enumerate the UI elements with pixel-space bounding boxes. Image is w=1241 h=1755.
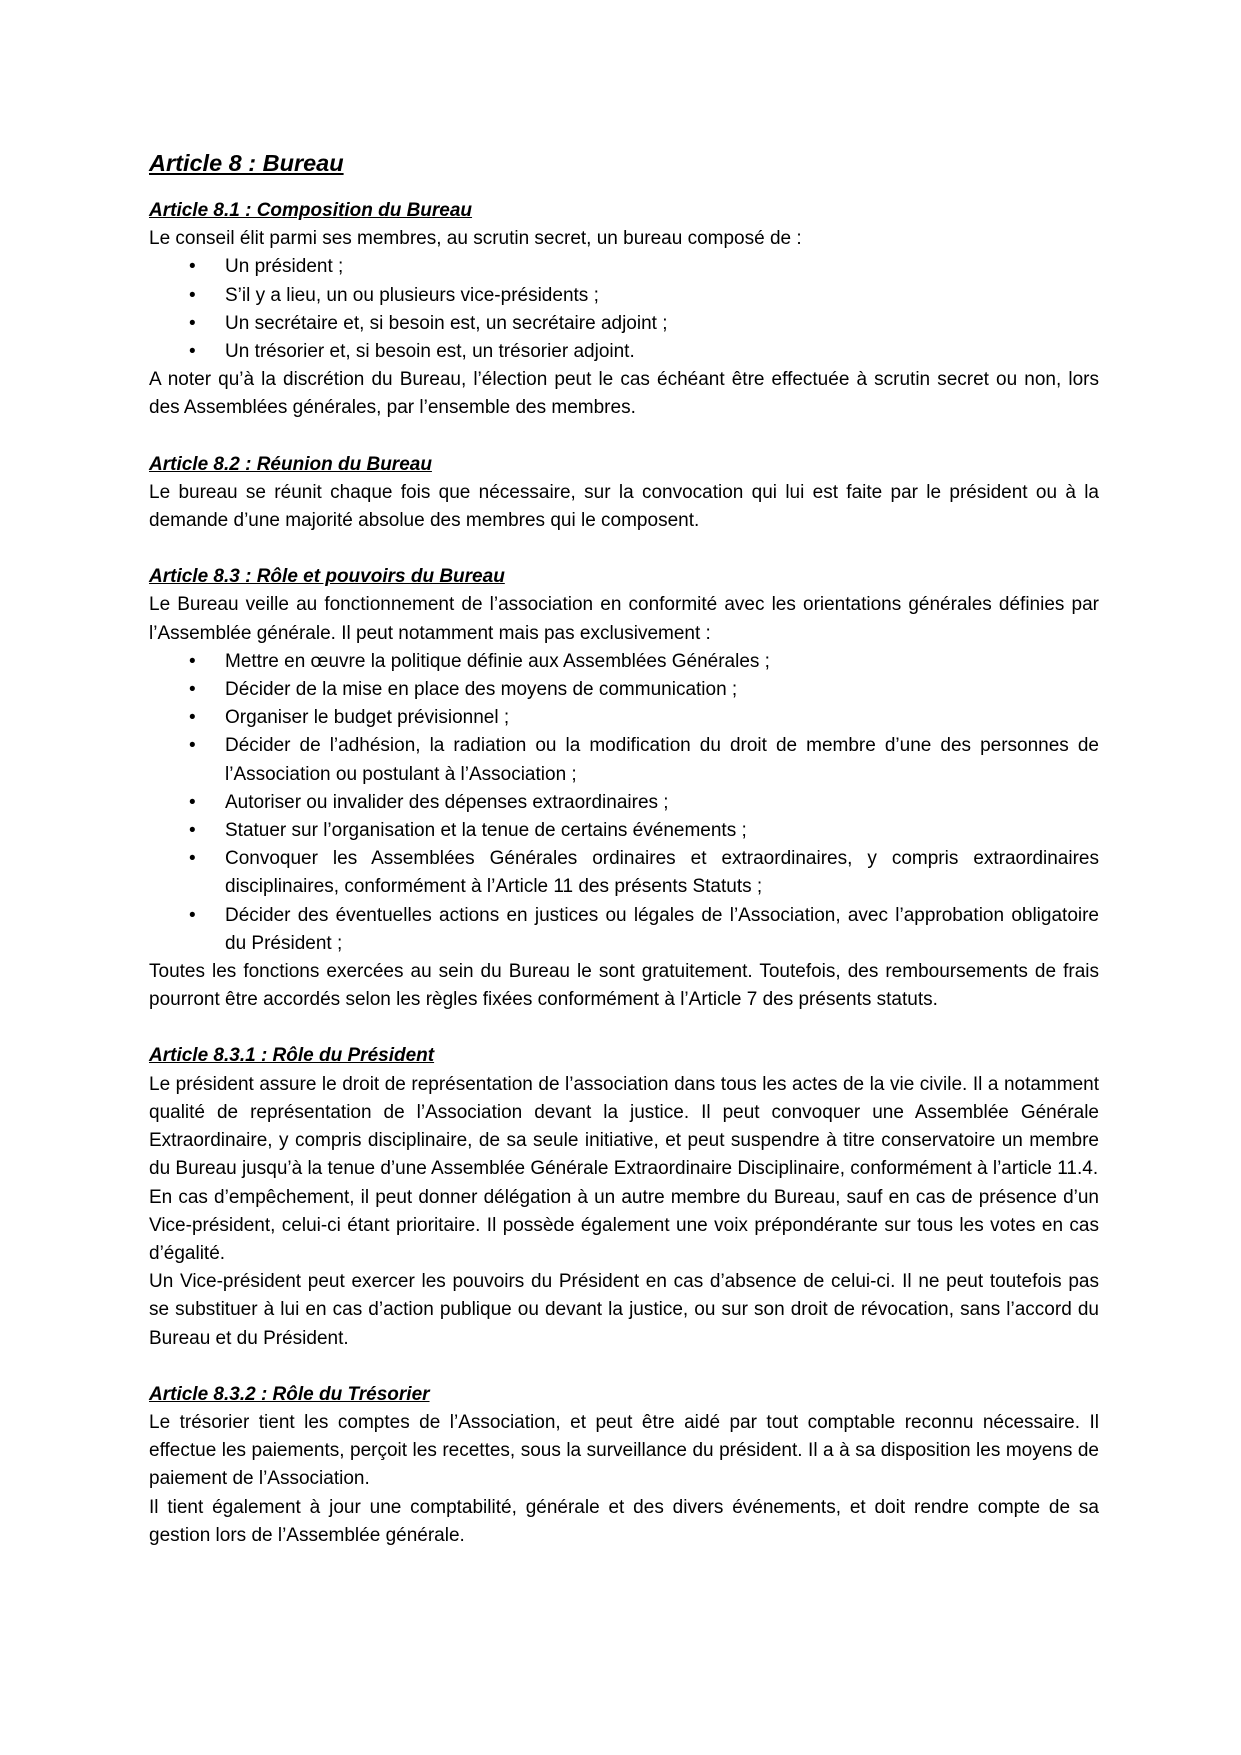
document-page — [149, 147, 1099, 1550]
list-item: • Autoriser ou invalider des dépenses extraordinaires ; — [225, 789, 1099, 817]
list-item: • Un secrétaire et, si besoin est, un secrétaire adjoint ; — [225, 310, 1099, 338]
section-8-3 — [149, 563, 1099, 1014]
section-8-3-intro: Le Bureau veille au fonctionnement de l’association en conformité avec les orientations générales définies par l’Assemblée générale. Il peut notamment mais pas exclusivement : — [149, 594, 1099, 644]
section-8-1-heading: Article 8.1 : Composition du Bureau — [149, 200, 473, 221]
section-8-2 — [149, 451, 1099, 536]
section-8-3-list — [149, 648, 1099, 958]
list-item: • Un président ; — [225, 253, 1099, 281]
section-8-3-outro: Toutes les fonctions exercées au sein du Bureau le sont gratuitement. Toutefois, des remboursements de frais pourront être accordés selon les règles fixées conformément à l’Article 7 des présents statuts. — [149, 961, 1099, 1011]
section-8-1-note: A noter qu’à la discrétion du Bureau, l’élection peut le cas échéant être effectuée à scrutin secret ou non, lors des Assemblées générales, par l’ensemble des membres. — [149, 369, 1099, 419]
list-item: • Convoquer les Assemblées Générales ordinaires et extraordinaires, y compris extraordinaires disciplinaires, conformément à l’Article 11 des présents Statuts ; — [225, 845, 1099, 901]
list-item: • Décider de l’adhésion, la radiation ou la modification du droit de membre d’une des personnes de l’Association ou postulant à l’Association ; — [225, 732, 1099, 788]
section-8-3-2-paragraph-2: Il tient également à jour une comptabilité, générale et des divers événements, et doit rendre compte de sa gestion lors de l’Assemblée générale. — [149, 1496, 1099, 1546]
section-8-1 — [149, 197, 1099, 423]
list-item: • Organiser le budget prévisionnel ; — [225, 704, 1099, 732]
list-item: • Un trésorier et, si besoin est, un trésorier adjoint. — [225, 338, 1099, 366]
list-item: • S’il y a lieu, un ou plusieurs vice-présidents ; — [225, 282, 1099, 310]
section-8-3-1-paragraph-3: Un Vice-président peut exercer les pouvoirs du Président en cas d’absence de celui-ci. Il ne peut toutefois pas se substituer à lui en cas d’action publique ou devant la justice, ou sur son droit de révocation, sans l’accord du Bureau et du Président. — [149, 1271, 1099, 1349]
section-8-3-heading: Article 8.3 : Rôle et pouvoirs du Bureau — [149, 566, 505, 588]
list-item: • Mettre en œuvre la politique définie aux Assemblées Générales ; — [225, 648, 1099, 676]
section-8-3-2-heading: Article 8.3.2 : Rôle du Trésorier — [149, 1383, 430, 1405]
section-8-1-list — [149, 253, 1099, 366]
section-8-3-1 — [149, 1042, 1099, 1352]
list-item: • Décider des éventuelles actions en justices ou légales de l’Association, avec l’approbation obligatoire du Président ; — [225, 902, 1099, 958]
section-8-3-1-paragraph-2: En cas d’empêchement, il peut donner délégation à un autre membre du Bureau, sauf en cas de présence d’un Vice-président, celui-ci étant prioritaire. Il possède également une voix prépondérante sur tous les votes en cas d’égalité. — [149, 1186, 1099, 1264]
article-8-title: Article 8 : Bureau — [149, 150, 344, 176]
section-8-3-2 — [149, 1381, 1099, 1550]
list-item: • Décider de la mise en place des moyens de communication ; — [225, 676, 1099, 704]
section-8-3-1-heading: Article 8.3.1 : Rôle du Président — [149, 1045, 435, 1067]
section-8-2-heading: Article 8.2 : Réunion du Bureau — [149, 453, 432, 475]
list-item: • Statuer sur l’organisation et la tenue de certains événements ; — [225, 817, 1099, 845]
section-8-1-intro: Le conseil élit parmi ses membres, au scrutin secret, un bureau composé de : — [149, 228, 802, 250]
section-8-2-body: Le bureau se réunit chaque fois que nécessaire, sur la convocation qui lui est faite par le président ou à la demande d’une majorité absolue des membres qui le composent. — [149, 481, 1099, 532]
section-8-3-2-paragraph-1: Le trésorier tient les comptes de l’Association, et peut être aidé par tout comptable reconnu nécessaire. Il effectue les paiements, perçoit les recettes, sous la surveillance du président. Il a à sa disposition les moyens de paiement de l’Association. — [149, 1411, 1099, 1490]
section-8-3-1-paragraph-1: Le président assure le droit de représentation de l’association dans tous les actes de la vie civile. Il a notamment qualité de représentation de l’Association devant la justice. Il peut convoquer une Assemblée Générale Extraordinaire, y compris disciplinaire, de sa seule initiative, et peut suspendre à titre conservatoire un membre du Bureau jusqu’à la tenue d’une Assemblée Générale Extraordinaire Disciplinaire, conformément à l’article 11.4. — [149, 1073, 1099, 1180]
